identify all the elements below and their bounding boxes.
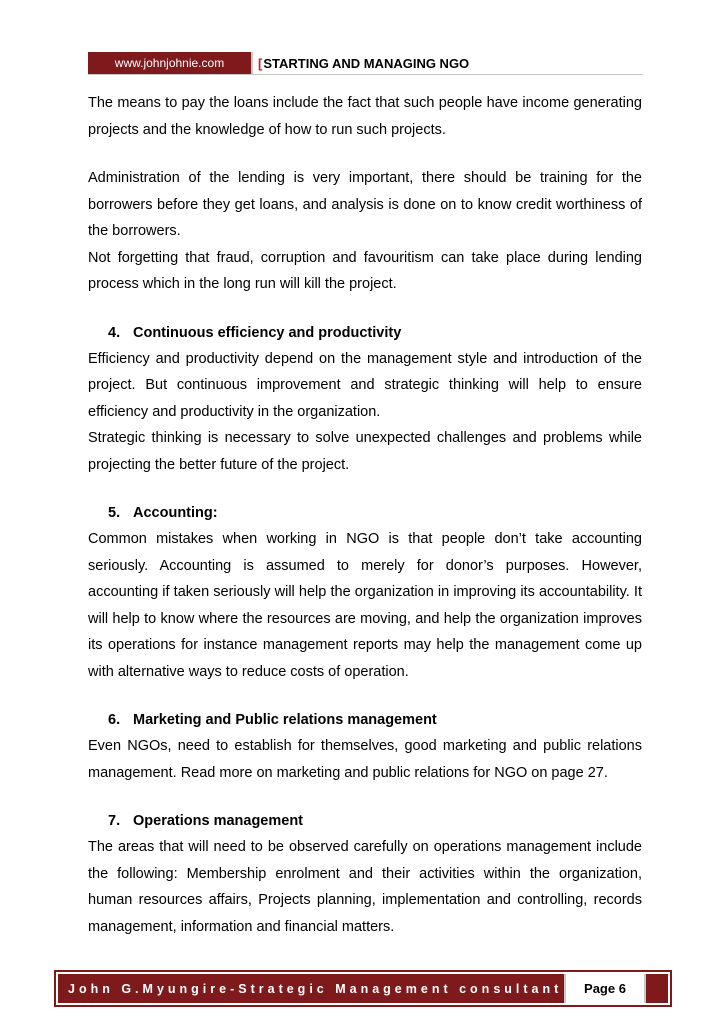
section-number: 6. <box>108 712 121 728</box>
section-heading-7 <box>88 808 642 834</box>
document-title <box>258 52 469 74</box>
footer-author: John G.Myungire-Strategic Management consultant <box>68 981 563 996</box>
page-number <box>564 974 646 1003</box>
section-number: 5. <box>108 505 121 521</box>
paragraph-administration: Administration of the lending is very important, there should be training for the borrowers before they get loans, and analysis is done on to know credit worthiness of the borrowers. <box>88 170 642 239</box>
section-number: 4. <box>108 324 121 341</box>
section-title: Continuous efficiency and productivity <box>133 324 402 341</box>
section-title: Marketing and Public relations management <box>133 712 437 728</box>
site-url[interactable]: www.johnjohnie.com <box>114 56 225 70</box>
section-number: 7. <box>108 813 121 829</box>
paragraph-loans: The means to pay the loans include the fact that such people have income generating projects and the knowledge of how to run such projects. <box>88 95 642 138</box>
paragraph-efficiency: Efficiency and productivity depend on the management style and introduction of the project. But continuous improvement and strategic thinking will help to ensure efficiency and productivity in the organization. <box>88 350 642 420</box>
section-heading-4 <box>88 320 642 346</box>
paragraph-marketing: Even NGOs, need to establish for themselves, good marketing and public relations management. Read more on marketing and public relations for NGO on page 27. <box>88 738 642 781</box>
site-badge <box>88 52 253 74</box>
paragraph-fraud: Not forgetting that fraud, corruption and favouritism can take place during lending process which in the long run will kill the project. <box>88 249 642 292</box>
paragraph-accounting: Common mistakes when working in NGO is that people don’t take accounting seriously. Accounting is assumed to merely for donor’s purposes. However, accounting if taken seriously will help the organization in improving its accountability. It will help to know where the resources are moving, and help the organization improves its operations for instance management reports may help the management come up with alternative ways to reduce costs of operation. <box>88 531 642 680</box>
page-number-text: Page 6 <box>584 981 626 996</box>
paragraph-strategic-thinking: Strategic thinking is necessary to solve unexpected challenges and problems while projecting the better future of the project. <box>88 430 642 473</box>
section-heading-6 <box>88 707 642 733</box>
section-title: Operations management <box>133 813 304 829</box>
paragraph-operations: The areas that will need to be observed carefully on operations management include the following: Membership enrolment and their activities within the organization, human resources affairs, Projects planning, implementation and controlling, records management, information and financial matters. <box>88 839 642 935</box>
footer-band <box>58 974 668 1003</box>
page-header <box>88 52 643 75</box>
section-heading-5 <box>88 500 642 526</box>
document-title-text: STARTING AND MANAGING NGO <box>263 55 470 71</box>
page-footer <box>54 970 672 1007</box>
page-body <box>88 90 642 940</box>
title-bracket: [ <box>258 55 263 71</box>
section-title: Accounting: <box>133 505 218 521</box>
